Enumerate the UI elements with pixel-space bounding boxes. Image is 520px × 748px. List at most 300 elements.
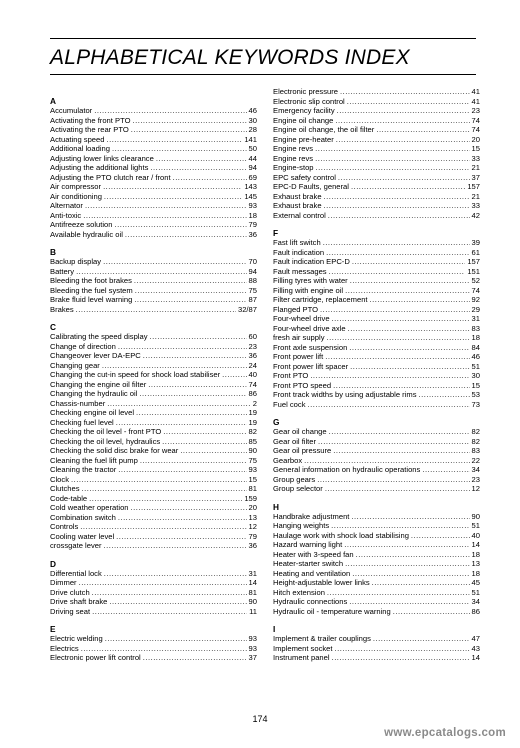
dot-leader [112, 144, 247, 154]
entry-page: 61 [471, 247, 480, 257]
dot-leader [310, 371, 469, 381]
entry-term: Available hydraulic oil [50, 229, 123, 239]
entry-page: 23 [471, 474, 480, 484]
dot-leader [345, 559, 469, 569]
dot-leader [104, 541, 247, 551]
entry-term: Changing gear [50, 360, 100, 370]
index-entry [50, 503, 257, 513]
entry-page: 13 [471, 559, 480, 568]
entry-page: 28 [248, 125, 257, 134]
dot-leader [134, 276, 247, 286]
index-entry [273, 333, 480, 343]
entry-page: 43 [471, 643, 480, 653]
entry-term: Checking engine oil level [50, 408, 135, 417]
index-entry [50, 607, 257, 617]
entry-page: 157 [467, 182, 480, 191]
index-column-right [273, 87, 480, 663]
dot-leader [337, 106, 470, 116]
index-entry [50, 446, 257, 456]
dot-leader [308, 400, 470, 410]
entry-term: Hydraulic oil - temperature warning [273, 606, 391, 616]
dot-leader [114, 220, 246, 230]
entry-term: Engine revs [273, 144, 314, 153]
entry-term: Cold weather operation [50, 503, 129, 512]
entry-term: Bleeding the foot brakes [50, 276, 132, 285]
entry-page: 41 [471, 96, 480, 106]
section-letter: A [50, 96, 56, 106]
entry-page: 24 [248, 360, 257, 370]
index-section [50, 247, 257, 314]
entry-term: General information on hydraulic operations [273, 465, 421, 474]
entry-term: Front power lift [273, 352, 324, 361]
section-letter: E [50, 624, 56, 634]
entry-page: 74 [471, 115, 480, 125]
page-title: ALPHABETICAL KEYWORDS INDEX [50, 46, 410, 69]
entry-term: crossgate lever [50, 541, 102, 550]
entry-page: 15 [471, 380, 480, 390]
entry-term: Differential lock [50, 568, 102, 578]
entry-term: Front power lift spacer [273, 361, 349, 371]
entry-page: 45 [471, 578, 480, 587]
dot-leader [118, 513, 247, 523]
entry-term: Cleaning the tractor [50, 465, 117, 474]
entry-page: 87 [248, 295, 257, 304]
entry-page: 53 [471, 390, 480, 399]
index-section [50, 96, 257, 239]
entry-term: Fault messages [273, 266, 327, 276]
entry-term: Changing the engine oil filter [50, 379, 147, 389]
entry-term: Emergency facility [273, 106, 335, 115]
section-letter: F [273, 228, 279, 238]
entry-page: 29 [471, 304, 480, 314]
index-entry [273, 106, 480, 116]
section-letter: H [273, 501, 279, 512]
entry-term: Front track widths by using adjustable rims [273, 390, 417, 399]
dot-leader [370, 295, 470, 305]
index-entry [50, 257, 257, 267]
index-section [50, 322, 257, 551]
entry-term: Heater with 3-speed fan [273, 549, 354, 559]
index-entry [50, 220, 257, 230]
index-entry [273, 456, 480, 466]
index-entry [50, 569, 257, 579]
entry-page: 74 [248, 379, 257, 389]
entry-term: Gearbox [273, 455, 303, 465]
dot-leader [349, 597, 469, 607]
entry-term: Anti-toxic [50, 210, 82, 220]
dot-leader [325, 352, 469, 362]
dot-leader [344, 540, 469, 550]
index-section [273, 228, 480, 409]
dot-leader [156, 154, 247, 164]
dot-leader [317, 475, 469, 485]
index-column-left [50, 84, 257, 663]
dot-leader [131, 125, 247, 135]
section-letter: D [50, 558, 56, 569]
index-entry [273, 371, 480, 381]
entry-term: Gear oil pressure [273, 446, 332, 455]
entry-page: 143 [244, 182, 257, 191]
entry-term: Brakes [50, 304, 74, 314]
dot-leader [419, 390, 470, 400]
dot-leader [351, 512, 469, 522]
entry-page: 82 [471, 436, 480, 446]
entry-term: Battery [50, 266, 75, 276]
entry-page: 93 [248, 465, 257, 474]
index-entry [50, 513, 257, 523]
dot-leader [104, 192, 242, 202]
entry-term: Haulage work with shock load stabilising [273, 530, 409, 540]
index-entry [273, 257, 480, 267]
index-entry [50, 154, 257, 164]
dot-leader [131, 503, 247, 513]
entry-page: 52 [471, 276, 480, 285]
dot-leader [134, 295, 246, 305]
dot-leader [79, 578, 247, 588]
dot-leader [331, 521, 469, 531]
title-underline [50, 74, 476, 75]
entry-page: 60 [248, 332, 257, 341]
entry-term: Checking fuel level [50, 417, 114, 427]
entry-term: Bleeding the fuel system [50, 285, 133, 295]
dot-leader [351, 182, 465, 192]
dot-leader [338, 173, 470, 183]
index-entry [50, 653, 257, 663]
entry-page: 85 [248, 436, 257, 446]
dot-leader [350, 362, 469, 372]
dot-leader [328, 211, 470, 221]
index-entry [273, 588, 480, 598]
entry-term: Checking the oil level - front PTO [50, 427, 162, 436]
entry-term: Fuel cock [273, 399, 306, 409]
entry-page: 39 [471, 238, 480, 247]
dot-leader [315, 154, 469, 164]
index-entry [50, 125, 257, 135]
index-entry [273, 97, 480, 107]
entry-term: Antifreeze solution [50, 220, 113, 229]
index-entry [273, 475, 480, 485]
index-entry [50, 361, 257, 371]
index-entry [273, 362, 480, 372]
index-entry [273, 163, 480, 173]
dot-leader [393, 607, 470, 617]
dot-leader [116, 532, 246, 542]
entry-page: 23 [248, 341, 257, 351]
index-entry [273, 578, 480, 588]
entry-page: 40 [471, 530, 480, 540]
entry-page: 83 [471, 446, 480, 455]
index-entry [273, 324, 480, 334]
entry-page: 86 [471, 606, 480, 616]
entry-term: Additional loading [50, 144, 110, 153]
entry-term: Implement & trailer couplings [273, 634, 371, 643]
entry-term: Group gears [273, 474, 316, 484]
entry-page: 20 [248, 503, 257, 512]
dot-leader [327, 588, 470, 598]
dot-leader [350, 276, 470, 286]
entry-page: 145 [244, 191, 257, 201]
entry-term: Accumulator [50, 106, 93, 115]
dot-leader [422, 465, 469, 475]
dot-leader [316, 163, 470, 173]
index-entry [273, 550, 480, 560]
dot-leader [85, 201, 247, 211]
entry-page: 88 [248, 276, 257, 285]
entry-term: Fault indication EPC-D [273, 257, 350, 266]
entry-term: Handbrake adjustment [273, 511, 350, 521]
entry-page: 11 [249, 606, 257, 616]
entry-term: Driving seat [50, 606, 91, 616]
entry-term: Height-adjustable lower links [273, 578, 370, 587]
entry-term: Cleaning the fuel lift pump [50, 455, 138, 465]
index-entry [50, 342, 257, 352]
entry-page: 93 [248, 201, 257, 210]
entry-term: Actuating speed [50, 134, 105, 144]
dot-leader [340, 87, 470, 97]
entry-page: 90 [248, 597, 257, 606]
entry-term: Heater-starter switch [273, 559, 344, 568]
index-section [273, 624, 480, 663]
entry-page: 13 [248, 512, 257, 522]
section-letter: C [50, 322, 56, 332]
entry-term: Hitch extension [273, 587, 325, 597]
entry-page: 21 [471, 163, 480, 172]
entry-term: Adjusting the PTO clutch rear / front [50, 172, 171, 182]
dot-leader [336, 135, 470, 145]
dot-leader [333, 381, 469, 391]
index-entry [50, 484, 257, 494]
index-entry [273, 521, 480, 531]
dot-leader [143, 351, 247, 361]
entry-term: Electrics [50, 643, 79, 653]
entry-term: Activating the front PTO [50, 115, 131, 125]
entry-term: Drive shaft brake [50, 597, 108, 606]
index-entry [273, 192, 480, 202]
entry-term: Hazard warning light [273, 540, 343, 549]
entry-page: 12 [471, 484, 480, 493]
entry-page: 141 [244, 134, 257, 144]
entry-term: Implement socket [273, 643, 333, 653]
index-section [273, 87, 480, 220]
index-entry [50, 541, 257, 551]
dot-leader [335, 116, 469, 126]
entry-page: 84 [471, 342, 480, 352]
entry-page: 36 [248, 351, 257, 360]
entry-term: Changing the cut-in speed for shock load stabiliser [50, 370, 221, 379]
index-entry [273, 87, 480, 97]
index-entry [50, 389, 257, 399]
index-entry [50, 144, 257, 154]
entry-term: Code-table [50, 493, 88, 503]
entry-term: Checking the oil level, hydraulics [50, 436, 161, 446]
entry-term: Changeover lever DA-EPC [50, 351, 141, 360]
index-entry [50, 182, 257, 192]
dot-leader [102, 361, 247, 371]
entry-term: Activating the rear PTO [50, 125, 129, 134]
dot-leader [348, 324, 470, 334]
index-entry [273, 559, 480, 569]
index-entry [50, 135, 257, 145]
entry-term: Hydraulic connections [273, 597, 348, 606]
index-entry [50, 230, 257, 240]
dot-leader [76, 267, 246, 277]
entry-page: 34 [471, 597, 480, 606]
entry-page: 37 [248, 653, 257, 662]
index-entry [273, 305, 480, 315]
entry-term: Filling with engine oil [273, 285, 344, 295]
index-entry [50, 399, 257, 409]
entry-page: 50 [248, 144, 257, 153]
entry-page: 15 [471, 144, 480, 153]
dot-leader [118, 342, 247, 352]
entry-page: 92 [471, 295, 480, 304]
dot-leader [163, 427, 246, 437]
entry-term: Exhaust brake [273, 201, 322, 210]
entry-term: EPC-D Faults, general [273, 182, 349, 191]
index-entry [273, 381, 480, 391]
entry-term: Engine oil change, the oil filter [273, 125, 375, 134]
index-entry [273, 154, 480, 164]
entry-page: 14 [248, 578, 257, 587]
index-entry [50, 634, 257, 644]
index-entry [50, 116, 257, 126]
dot-leader [356, 550, 470, 560]
entry-term: Brake fluid level warning [50, 295, 133, 304]
entry-page: 12 [248, 522, 257, 531]
entry-page: 74 [471, 285, 480, 295]
entry-page: 86 [248, 389, 257, 398]
entry-term: Electronic power lift control [50, 653, 141, 662]
entry-term: Air conditioning [50, 191, 102, 201]
entry-page: 82 [248, 427, 257, 436]
index-section [273, 502, 480, 617]
dot-leader [135, 286, 247, 296]
entry-term: Controls [50, 522, 79, 531]
entry-page: 31 [248, 568, 257, 578]
entry-page: 81 [248, 587, 257, 597]
index-entry [50, 380, 257, 390]
index-entry [50, 295, 257, 305]
entry-term: Fault indication [273, 247, 325, 257]
entry-page: 15 [248, 474, 257, 484]
entry-page: 32/87 [237, 304, 257, 314]
dot-leader [143, 653, 247, 663]
entry-term: Four-wheel drive [273, 314, 330, 323]
entry-term: Engine revs [273, 153, 314, 163]
entry-page: 70 [248, 257, 257, 266]
index-entry [50, 456, 257, 466]
entry-page: 93 [248, 634, 257, 643]
entry-page: 20 [471, 134, 480, 144]
entry-page: 44 [248, 153, 257, 163]
index-entry [50, 494, 257, 504]
index-entry [50, 465, 257, 475]
dot-leader [103, 257, 246, 267]
entry-page: 51 [471, 361, 480, 371]
index-entry [273, 116, 480, 126]
index-entry [50, 370, 257, 380]
dot-leader [140, 456, 247, 466]
dot-leader [106, 135, 242, 145]
entry-term: Exhaust brake [273, 191, 322, 201]
index-entry [273, 144, 480, 154]
entry-term: Dimmer [50, 578, 77, 587]
index-entry [273, 400, 480, 410]
entry-term: Gear oil filter [273, 436, 317, 446]
index-entry [50, 437, 257, 447]
entry-term: fresh air supply [273, 333, 325, 342]
entry-page: 34 [471, 465, 480, 474]
index-entry [50, 163, 257, 173]
entry-term: Combination switch [50, 512, 116, 522]
index-entry [273, 352, 480, 362]
dot-leader [335, 644, 470, 654]
entry-term: Change of direction [50, 341, 116, 351]
entry-page: 2 [252, 398, 257, 408]
entry-page: 22 [471, 455, 480, 465]
dot-leader [315, 144, 469, 154]
entry-term: Group selector [273, 484, 323, 493]
dot-leader [318, 437, 470, 447]
entry-page: 151 [467, 266, 480, 276]
section-letter: G [273, 417, 280, 427]
dot-leader [326, 248, 469, 258]
entry-page: 75 [248, 455, 257, 465]
dot-leader [222, 370, 246, 380]
entry-term: Four-wheel drive axle [273, 323, 346, 333]
dot-leader [83, 211, 246, 221]
index-entry [273, 295, 480, 305]
entry-page: 14 [471, 540, 480, 549]
page-number: 174 [252, 714, 268, 724]
index-entry [50, 305, 257, 315]
index-entry [273, 276, 480, 286]
index-entry [50, 578, 257, 588]
dot-leader [323, 238, 470, 248]
dot-leader [132, 116, 246, 126]
entry-page: 46 [471, 352, 480, 361]
entry-page: 19 [248, 408, 257, 417]
section-letter: B [50, 247, 56, 257]
dot-leader [347, 97, 470, 107]
index-entry [273, 465, 480, 475]
dot-leader [139, 389, 246, 399]
index-entry [50, 597, 257, 607]
section-letter: I [273, 624, 276, 634]
dot-leader [94, 106, 246, 116]
entry-page: 30 [471, 371, 480, 380]
entry-page: 33 [471, 201, 480, 210]
index-entry [273, 238, 480, 248]
entry-page: 81 [248, 484, 257, 493]
index-entry [273, 607, 480, 617]
index-section [50, 624, 257, 663]
dot-leader [92, 588, 247, 598]
entry-page: 83 [471, 323, 480, 333]
entry-page: 14 [471, 653, 480, 662]
entry-term: Electronic slip control [273, 96, 345, 106]
index-entry [273, 173, 480, 183]
entry-term: Front axle suspension [273, 342, 348, 352]
entry-page: 42 [471, 210, 480, 220]
index-entry [273, 437, 480, 447]
dot-leader [76, 305, 236, 315]
dot-leader [116, 418, 247, 428]
entry-page: 94 [248, 163, 257, 172]
index-entry [50, 588, 257, 598]
entry-page: 40 [248, 370, 257, 379]
entry-term: Electronic pressure [273, 87, 338, 96]
